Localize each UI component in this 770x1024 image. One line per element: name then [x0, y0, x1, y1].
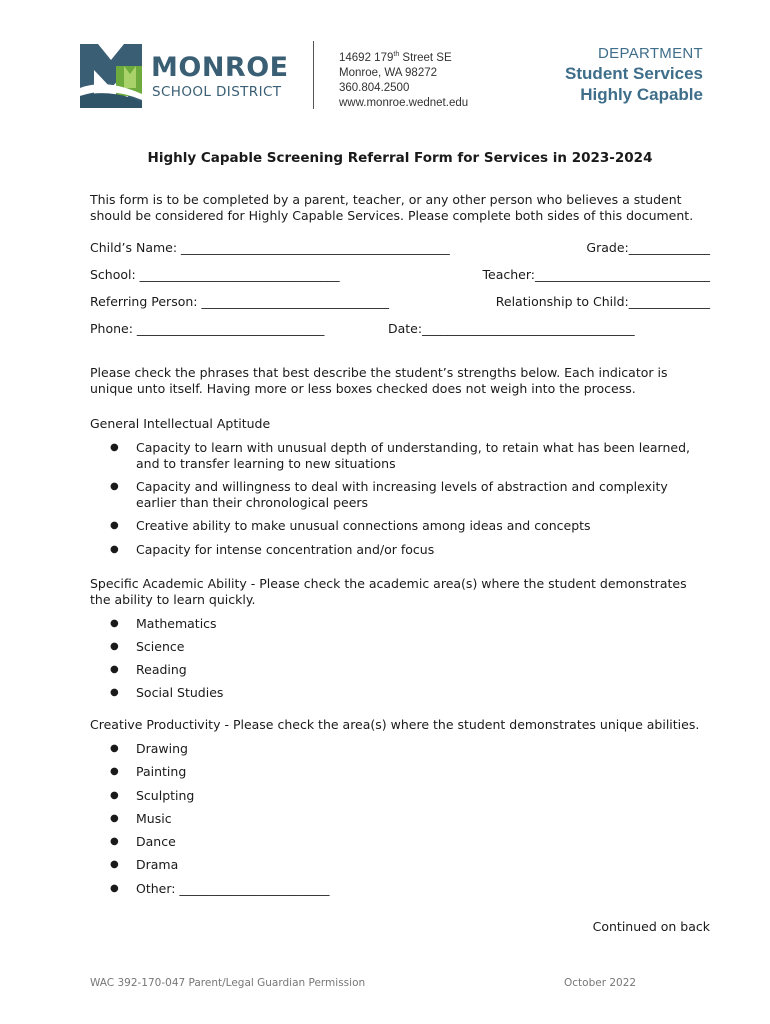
department-line-2: Highly Capable: [580, 85, 703, 104]
list-item[interactable]: ● Science: [90, 639, 710, 655]
referring-row: [90, 294, 710, 310]
address-website: www.monroe.wednet.edu: [339, 96, 469, 109]
academic-ability-list: [90, 616, 710, 701]
address-street: 14692 179th Street SE: [339, 51, 452, 64]
date-field[interactable]: Date:__________________________________: [388, 321, 635, 336]
instructions-paragraph: Please check the phrases that best describe the student’s strengths below. Each indicator is unique unto itself. Having more or less boxes checked does not weigh into the process.: [90, 365, 668, 396]
list-item[interactable]: ● Drawing: [90, 741, 710, 757]
relationship-field[interactable]: Relationship to Child:_____________: [495, 294, 710, 309]
logo-name: MONROE: [151, 52, 289, 83]
district-logo: [80, 44, 295, 108]
creative-productivity-heading: Creative Productivity - Please check the area(s) where the student demonstrates unique abilities.: [90, 717, 700, 732]
list-item[interactable]: ● Creative ability to make unusual connections among ideas and concepts: [90, 518, 710, 534]
academic-ability-heading: Specific Academic Ability - Please check the academic area(s) where the student demonstrates the ability to learn quickly.: [90, 576, 687, 607]
logo-subtitle: SCHOOL DISTRICT: [152, 84, 282, 100]
list-item[interactable]: ● Dance: [90, 834, 710, 850]
list-item[interactable]: ● Social Studies: [90, 685, 710, 701]
department-block: [565, 44, 703, 105]
list-item[interactable]: ● Mathematics: [90, 616, 710, 632]
list-item[interactable]: ● Other: ________________________: [90, 881, 710, 897]
footer-date: October 2022: [564, 977, 637, 989]
list-item[interactable]: ● Capacity for intense concentration and/or focus: [90, 542, 710, 558]
continued-note: Continued on back: [592, 919, 710, 934]
referring-person-field[interactable]: Referring Person: ______________________________: [90, 294, 389, 309]
general-aptitude-list: [90, 440, 710, 558]
department-line-1: Student Services: [565, 64, 703, 83]
district-address: [339, 47, 468, 111]
phone-field[interactable]: Phone: ______________________________: [90, 321, 325, 336]
school-field[interactable]: School: ________________________________: [90, 267, 340, 282]
phone-row: [90, 321, 710, 337]
intro-paragraph: This form is to be completed by a parent, teacher, or any other person who believes a student should be considered for Highly Capable Services. Please complete both sides of this document.: [90, 192, 694, 223]
department-label: DEPARTMENT: [598, 45, 703, 62]
address-phone: 360.804.2500: [339, 81, 410, 94]
header-divider: [313, 41, 314, 109]
grade-field[interactable]: Grade:_____________: [586, 240, 710, 255]
list-item[interactable]: ● Painting: [90, 764, 710, 780]
child-name-field[interactable]: Child’s Name: ___________________________________________: [90, 240, 450, 255]
list-item[interactable]: ● Reading: [90, 662, 710, 678]
address-city: Monroe, WA 98272: [339, 66, 438, 79]
child-name-row: [90, 240, 710, 256]
creative-productivity-list: [90, 741, 710, 897]
form-title: Highly Capable Screening Referral Form for Services in 2023-2024: [147, 150, 653, 166]
monroe-logo-mark-icon: [80, 44, 142, 108]
list-item[interactable]: ● Sculpting: [90, 788, 710, 804]
list-item[interactable]: ● Capacity and willingness to deal with increasing levels of abstraction and complexity earlier than their chronological peers: [90, 479, 710, 511]
school-row: [90, 267, 710, 283]
footer-reference: WAC 392-170-047 Parent/Legal Guardian Permission: [90, 977, 366, 989]
list-item[interactable]: ● Drama: [90, 857, 710, 873]
list-item[interactable]: ● Music: [90, 811, 710, 827]
general-aptitude-heading: General Intellectual Aptitude: [90, 416, 271, 431]
list-item[interactable]: ● Capacity to learn with unusual depth of understanding, to retain what has been learned, and to transfer learning to new situations: [90, 440, 710, 472]
teacher-field[interactable]: Teacher:____________________________: [482, 267, 710, 282]
